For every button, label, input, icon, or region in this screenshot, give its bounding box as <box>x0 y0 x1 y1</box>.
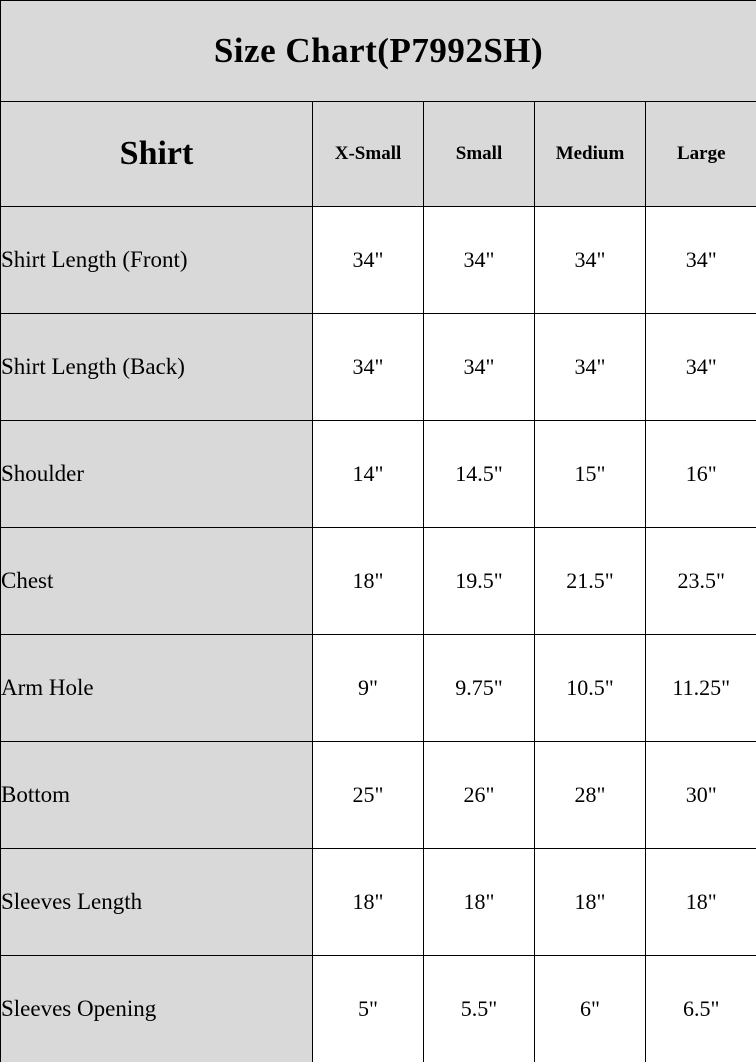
row-label: Shirt Length (Front) <box>1 207 313 314</box>
column-header-x-small: X-Small <box>313 102 424 207</box>
cell-value: 25" <box>313 742 424 849</box>
cell-value: 14" <box>313 421 424 528</box>
column-header-small: Small <box>424 102 535 207</box>
row-label: Shoulder <box>1 421 313 528</box>
cell-value: 34" <box>313 207 424 314</box>
cell-value: 16" <box>646 421 756 528</box>
cell-value: 18" <box>646 849 756 956</box>
cell-value: 19.5" <box>424 528 535 635</box>
table-row <box>1 742 756 849</box>
cell-value: 18" <box>313 528 424 635</box>
row-label: Sleeves Opening <box>1 956 313 1062</box>
table-row <box>1 207 756 314</box>
cell-value: 18" <box>535 849 646 956</box>
table-row <box>1 421 756 528</box>
cell-value: 10.5" <box>535 635 646 742</box>
column-header-medium: Medium <box>535 102 646 207</box>
row-label: Sleeves Length <box>1 849 313 956</box>
table-row <box>1 849 756 956</box>
table-row <box>1 956 756 1062</box>
row-label: Shirt Length (Back) <box>1 314 313 421</box>
column-header-large: Large <box>646 102 756 207</box>
cell-value: 6.5" <box>646 956 756 1062</box>
cell-value: 5" <box>313 956 424 1062</box>
cell-value: 28" <box>535 742 646 849</box>
cell-value: 34" <box>424 314 535 421</box>
cell-value: 30" <box>646 742 756 849</box>
cell-value: 34" <box>424 207 535 314</box>
header-row <box>1 102 756 207</box>
cell-value: 6" <box>535 956 646 1062</box>
cell-value: 34" <box>646 314 756 421</box>
cell-value: 9" <box>313 635 424 742</box>
cell-value: 26" <box>424 742 535 849</box>
cell-value: 21.5" <box>535 528 646 635</box>
cell-value: 14.5" <box>424 421 535 528</box>
cell-value: 34" <box>646 207 756 314</box>
cell-value: 18" <box>313 849 424 956</box>
table-row <box>1 635 756 742</box>
row-header-label: Shirt <box>1 102 313 207</box>
cell-value: 5.5" <box>424 956 535 1062</box>
cell-value: 23.5" <box>646 528 756 635</box>
table-row <box>1 314 756 421</box>
cell-value: 11.25" <box>646 635 756 742</box>
table-row <box>1 528 756 635</box>
row-label: Arm Hole <box>1 635 313 742</box>
cell-value: 15" <box>535 421 646 528</box>
cell-value: 34" <box>535 314 646 421</box>
cell-value: 18" <box>424 849 535 956</box>
cell-value: 34" <box>535 207 646 314</box>
cell-value: 34" <box>313 314 424 421</box>
size-chart-body <box>1 1 756 1062</box>
title-row <box>1 1 756 102</box>
row-label: Bottom <box>1 742 313 849</box>
page-title: Size Chart(P7992SH) <box>1 1 756 102</box>
cell-value: 9.75" <box>424 635 535 742</box>
row-label: Chest <box>1 528 313 635</box>
